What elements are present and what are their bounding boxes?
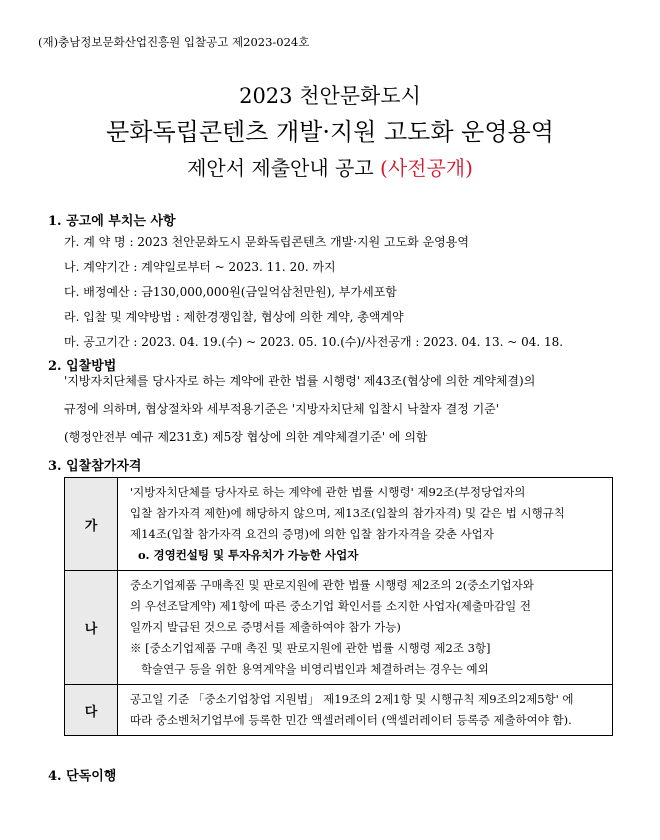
row-line: 따라 중소벤처기업부에 등록한 민간 액셀러레이터 (액셀러레이터 등록증 제출하여야 함). xyxy=(130,713,572,727)
section2-line: (행정안전부 예규 제231호) 제5장 협상에 의한 계약체결기준' 에 의함 xyxy=(64,430,428,444)
row-line: 중소기업제품 구매촉진 및 판로지원에 관한 법률 시행령 제2조의 2(중소기업자와 xyxy=(130,578,534,592)
section1-item-method: 라. 입찰 및 계약방법 : 제한경쟁입찰, 협상에 의한 계약, 총액계약 xyxy=(64,310,404,324)
row-line: 일까지 발급된 것으로 증명서를 제출하여야 참가 가능) xyxy=(130,620,401,634)
row-line: '지방자치단체를 당사자로 하는 계약에 관한 법률 시행령' 제92조(부정당업자의 xyxy=(130,485,526,499)
row-line: 제14조(입찰 참가자격 요건의 증명)에 의한 입찰 참가자격을 갖춘 사업자 xyxy=(130,527,494,541)
section1-item-contract-name: 가. 계 약 명 : 2023 천안문화도시 문화독립콘텐츠 개발·지원 고도화 운영용역 xyxy=(64,235,469,249)
section1-item-budget: 다. 배정예산 : 금130,000,000원(금일억삼천만원), 부가세포함 xyxy=(64,285,397,299)
title-main: 문화독립콘텐츠 개발·지원 고도화 운영용역 xyxy=(106,118,554,146)
section2-line: 규정에 의하며, 협상절차와 세부적용기준은 '지방자치단체 입찰시 낙찰자 결정 기준' xyxy=(64,402,500,416)
row-line: 입찰 참가자격 제한)에 해당하지 않으며, 제13조(입찰의 참가자격) 및 같은 법 시행규칙 xyxy=(130,506,565,520)
title-year: 2023 천안문화도시 xyxy=(239,84,421,108)
row-line: 의 우선조달계약) 제1항에 따른 중소기업 확인서를 소지한 사업자(제출마감일 전 xyxy=(130,599,532,613)
row-label: 다 xyxy=(65,685,118,736)
row-line: 학술연구 등을 위한 용역계약을 비영리법인과 체결하려는 경우는 예외 xyxy=(130,662,489,676)
title-sub-highlight: (사전공개) xyxy=(380,156,473,180)
row-line: ※ [중소기업제품 구매 촉진 및 판로지원에 관한 법률 시행령 제2조 3항] xyxy=(130,641,491,655)
section2-line: '지방자치단체를 당사자로 하는 계약에 관한 법률 시행령' 제43조(협상에 의한 계약체결)의 xyxy=(64,374,536,388)
row-label: 나 xyxy=(65,571,118,685)
row-line: 공고일 기준 「중소기업창업 지원법」 제19조의 2제1항 및 시행규칙 제9조의2제5항' 에 xyxy=(130,692,574,706)
title-sub xyxy=(0,152,660,181)
section1-item-contract-period: 나. 계약기간 : 계약일로부터 ~ 2023. 11. 20. 까지 xyxy=(64,260,336,274)
table-row xyxy=(65,478,613,571)
section3-heading: 3. 입찰참가자격 xyxy=(48,459,142,474)
row-content xyxy=(118,685,613,736)
title-sub-main: 제안서 제출안내 공고 xyxy=(187,156,374,180)
section2-body xyxy=(64,367,612,451)
section2-heading: 2. 입찰방법 xyxy=(48,359,117,374)
row-bold-line: o. 경영컨설팅 및 투자유치가 가능한 사업자 xyxy=(138,548,359,562)
section4-heading: 4. 단독이행 xyxy=(48,769,117,784)
section1-heading: 1. 공고에 부치는 사항 xyxy=(48,214,176,229)
notice-id: (재)충남정보문화산업진흥원 입찰공고 제2023-024호 xyxy=(38,35,310,49)
table-row xyxy=(65,571,613,685)
table-row xyxy=(65,685,613,736)
row-label: 가 xyxy=(65,478,118,571)
row-content xyxy=(118,571,613,685)
section1-item-notice-period: 마. 공고기간 : 2023. 04. 19.(수) ~ 2023. 05. 10.(수)/사전공개 : 2023. 04. 13. ~ 04. 18. xyxy=(64,335,564,349)
qualification-table xyxy=(64,477,613,736)
row-content xyxy=(118,478,613,571)
